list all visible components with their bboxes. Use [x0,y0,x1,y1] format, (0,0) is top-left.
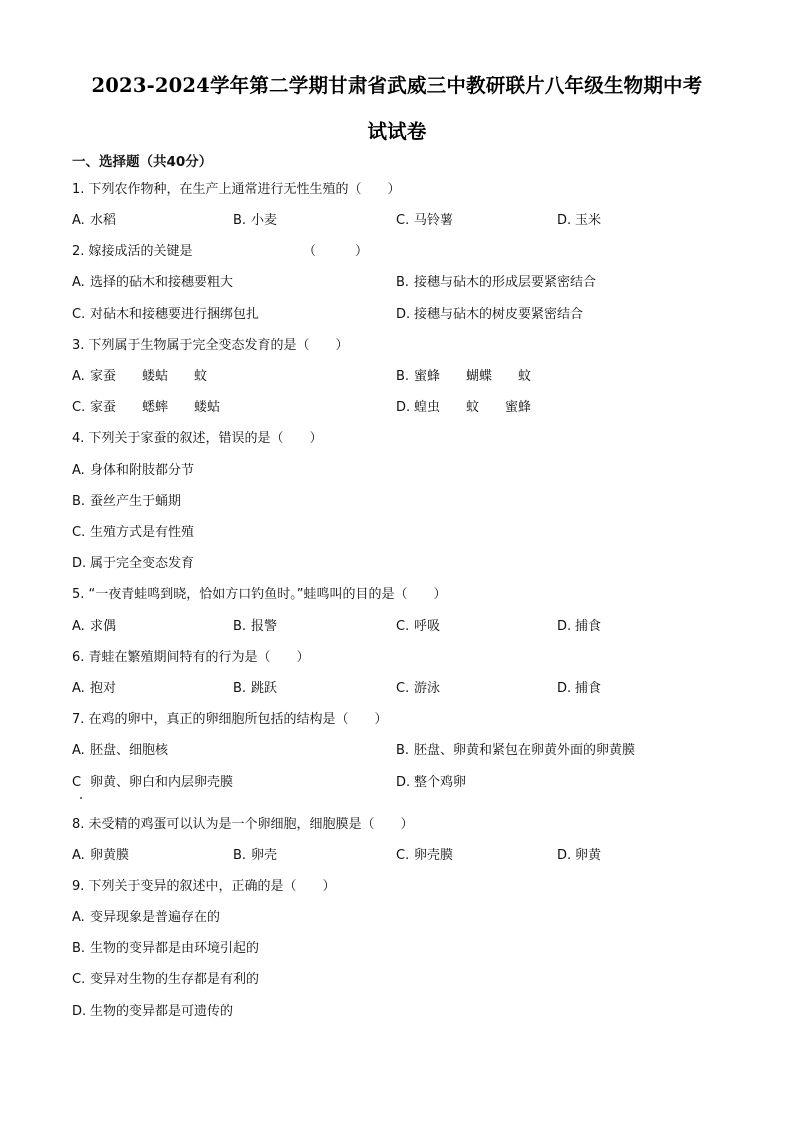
question-1-option-b: B. 小麦 [233,213,278,228]
question-2-option-c: C. 对砧木和接穗要进行捆绑包扎 [72,307,260,322]
question-3-stem: 3. 下列属于生物属于完全变态发育的是（ ） [72,338,349,353]
question-5-stem: 5. “一夜青蛙鸣到晓，恰如方口钓鱼时。”蛙鸣叫的目的是（ ） [72,587,447,602]
question-5-option-d: D. 捕食 [557,619,602,634]
question-3-option-a: A. 家蚕 蝼蛄 蚊 [72,369,208,384]
question-5-option-b: B. 报警 [233,619,278,634]
stray-dot-mark [80,797,82,799]
question-2-option-b: B. 接穗与砧木的形成层要紧密结合 [396,275,597,290]
question-9-stem: 9. 下列关于变异的叙述中，正确的是（ ） [72,879,336,894]
question-7-stem: 7. 在鸡的卵中，真正的卵细胞所包括的结构是（ ） [72,712,388,727]
question-1-stem: 1. 下列农作物种，在生产上通常进行无性生殖的（ ） [72,182,401,197]
question-7-option-c: C 卵黄、卵白和内层卵壳膜 [72,775,234,790]
question-4-option-b: B. 蚕丝产生于蛹期 [72,494,182,509]
question-4-option-d: D. 属于完全变态发育 [72,556,195,571]
question-8-option-a: A. 卵黄膜 [72,848,130,863]
question-1-option-d: D. 玉米 [557,213,602,228]
question-1-option-c: C. 马铃薯 [396,213,454,228]
question-6-option-a: A. 抱对 [72,681,117,696]
question-4-stem: 4. 下列关于家蚕的叙述，错误的是（ ） [72,431,323,446]
question-3-option-c: C. 家蚕 蟋蟀 蝼蛄 [72,400,221,415]
question-2-option-a: A. 选择的砧木和接穗要粗大 [72,275,234,290]
question-2-stem: 2. 嫁接成活的关键是 （ ） [72,244,369,259]
question-8-option-c: C. 卵壳膜 [396,848,454,863]
question-9-option-b: B. 生物的变异都是由环境引起的 [72,941,260,956]
question-9-option-d: D. 生物的变异都是可遗传的 [72,1004,234,1019]
question-1-option-a: A. 水稻 [72,213,117,228]
question-7-option-d: D. 整个鸡卵 [396,775,467,790]
question-3-option-d: D. 蝗虫 蚊 蜜蜂 [396,400,532,415]
exam-title-line2: 试试卷 [367,120,427,143]
question-6-stem: 6. 青蛙在繁殖期间特有的行为是（ ） [72,650,310,665]
question-4-option-a: A. 身体和附肢都分节 [72,463,195,478]
question-7-option-a: A. 胚盘、细胞核 [72,743,169,758]
question-9-option-c: C. 变异对生物的生存都是有利的 [72,972,260,987]
question-9-option-a: A. 变异现象是普遍存在的 [72,910,221,925]
question-5-option-a: A. 求偶 [72,619,117,634]
question-2-option-d: D. 接穗与砧木的树皮要紧密结合 [396,307,584,322]
question-6-option-d: D. 捕食 [557,681,602,696]
question-8-option-d: D. 卵黄 [557,848,602,863]
question-5-option-c: C. 呼吸 [396,619,441,634]
exam-title-line1: 2023-2024学年第二学期甘肃省武威三中教研联片八年级生物期中考 [91,74,703,97]
question-8-stem: 8. 未受精的鸡蛋可以认为是一个卵细胞，细胞膜是（ ） [72,817,414,832]
question-8-option-b: B. 卵壳 [233,848,278,863]
question-6-option-c: C. 游泳 [396,681,441,696]
question-4-option-c: C. 生殖方式是有性殖 [72,525,195,540]
question-3-option-b: B. 蜜蜂 蝴蝶 蚊 [396,369,532,384]
question-7-option-b: B. 胚盘、卵黄和紧包在卵黄外面的卵黄膜 [396,743,636,758]
section-heading: 一、选择题（共40分） [72,154,213,170]
question-6-option-b: B. 跳跃 [233,681,278,696]
